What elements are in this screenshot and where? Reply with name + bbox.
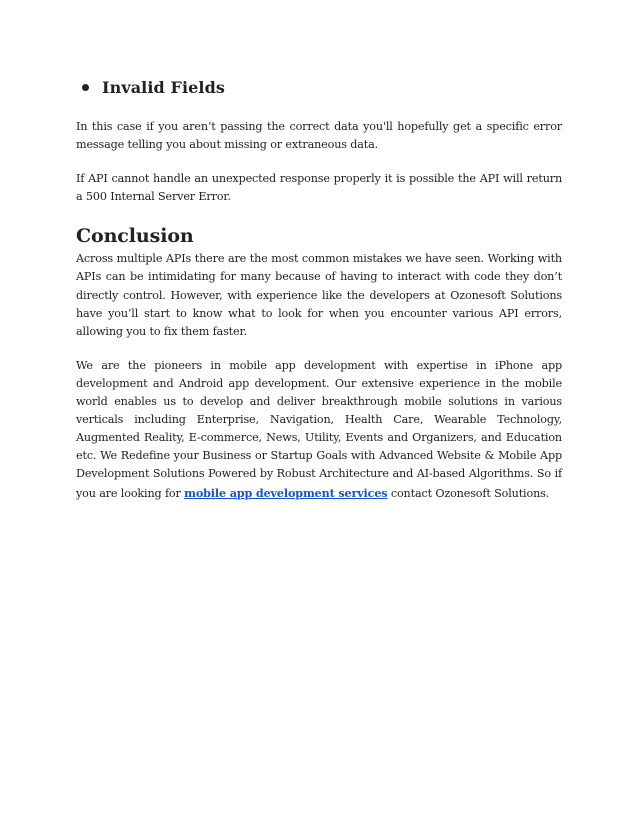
mobile-app-development-link[interactable]: mobile app development services xyxy=(184,485,388,500)
company-paragraph-tail: contact Ozonesoft Solutions. xyxy=(387,486,550,500)
company-paragraph-text: We are the pioneers in mobile app development with expertise in iPhone app development and Android app development. Our extensive experience in the mobile world enables us to develop and deliver breakthrough mobile solutions in various verticals including Enterprise, Navigation, Health Care, Wearable Technology, Augmented Reality, E-commerce, News, Utility, Events and Organizers, and Education etc. We Redefine your Business or Startup Goals with Advanced Website & Mobile App Development Solutions Powered by Robust Architecture and AI-based Algorithms. So if you are looking for xyxy=(76,358,562,500)
bullet-item xyxy=(82,74,562,100)
bullet-title: Invalid Fields xyxy=(102,77,225,97)
invalid-fields-paragraph: In this case if you aren’t passing the correct data you'll hopefully get a specific error message telling you about missing or extraneous data. xyxy=(76,120,562,152)
conclusion-heading: Conclusion xyxy=(76,225,194,248)
company-paragraph xyxy=(76,357,562,503)
bullet-dot-icon xyxy=(82,84,89,91)
server-error-paragraph: If API cannot handle an unexpected response properly it is possible the API will return a 500 Internal Server Error. xyxy=(76,172,562,204)
conclusion-paragraph: Across multiple APIs there are the most common mistakes we have seen. Working with APIs can be intimidating for many because of having to interact with code they don’t directly control. However, with experience like the developers at Ozonesoft Solutions have you’ll start to know what to look for when you encounter various API errors, allowing you to fix them faster. xyxy=(76,252,562,338)
document-page xyxy=(76,74,562,503)
